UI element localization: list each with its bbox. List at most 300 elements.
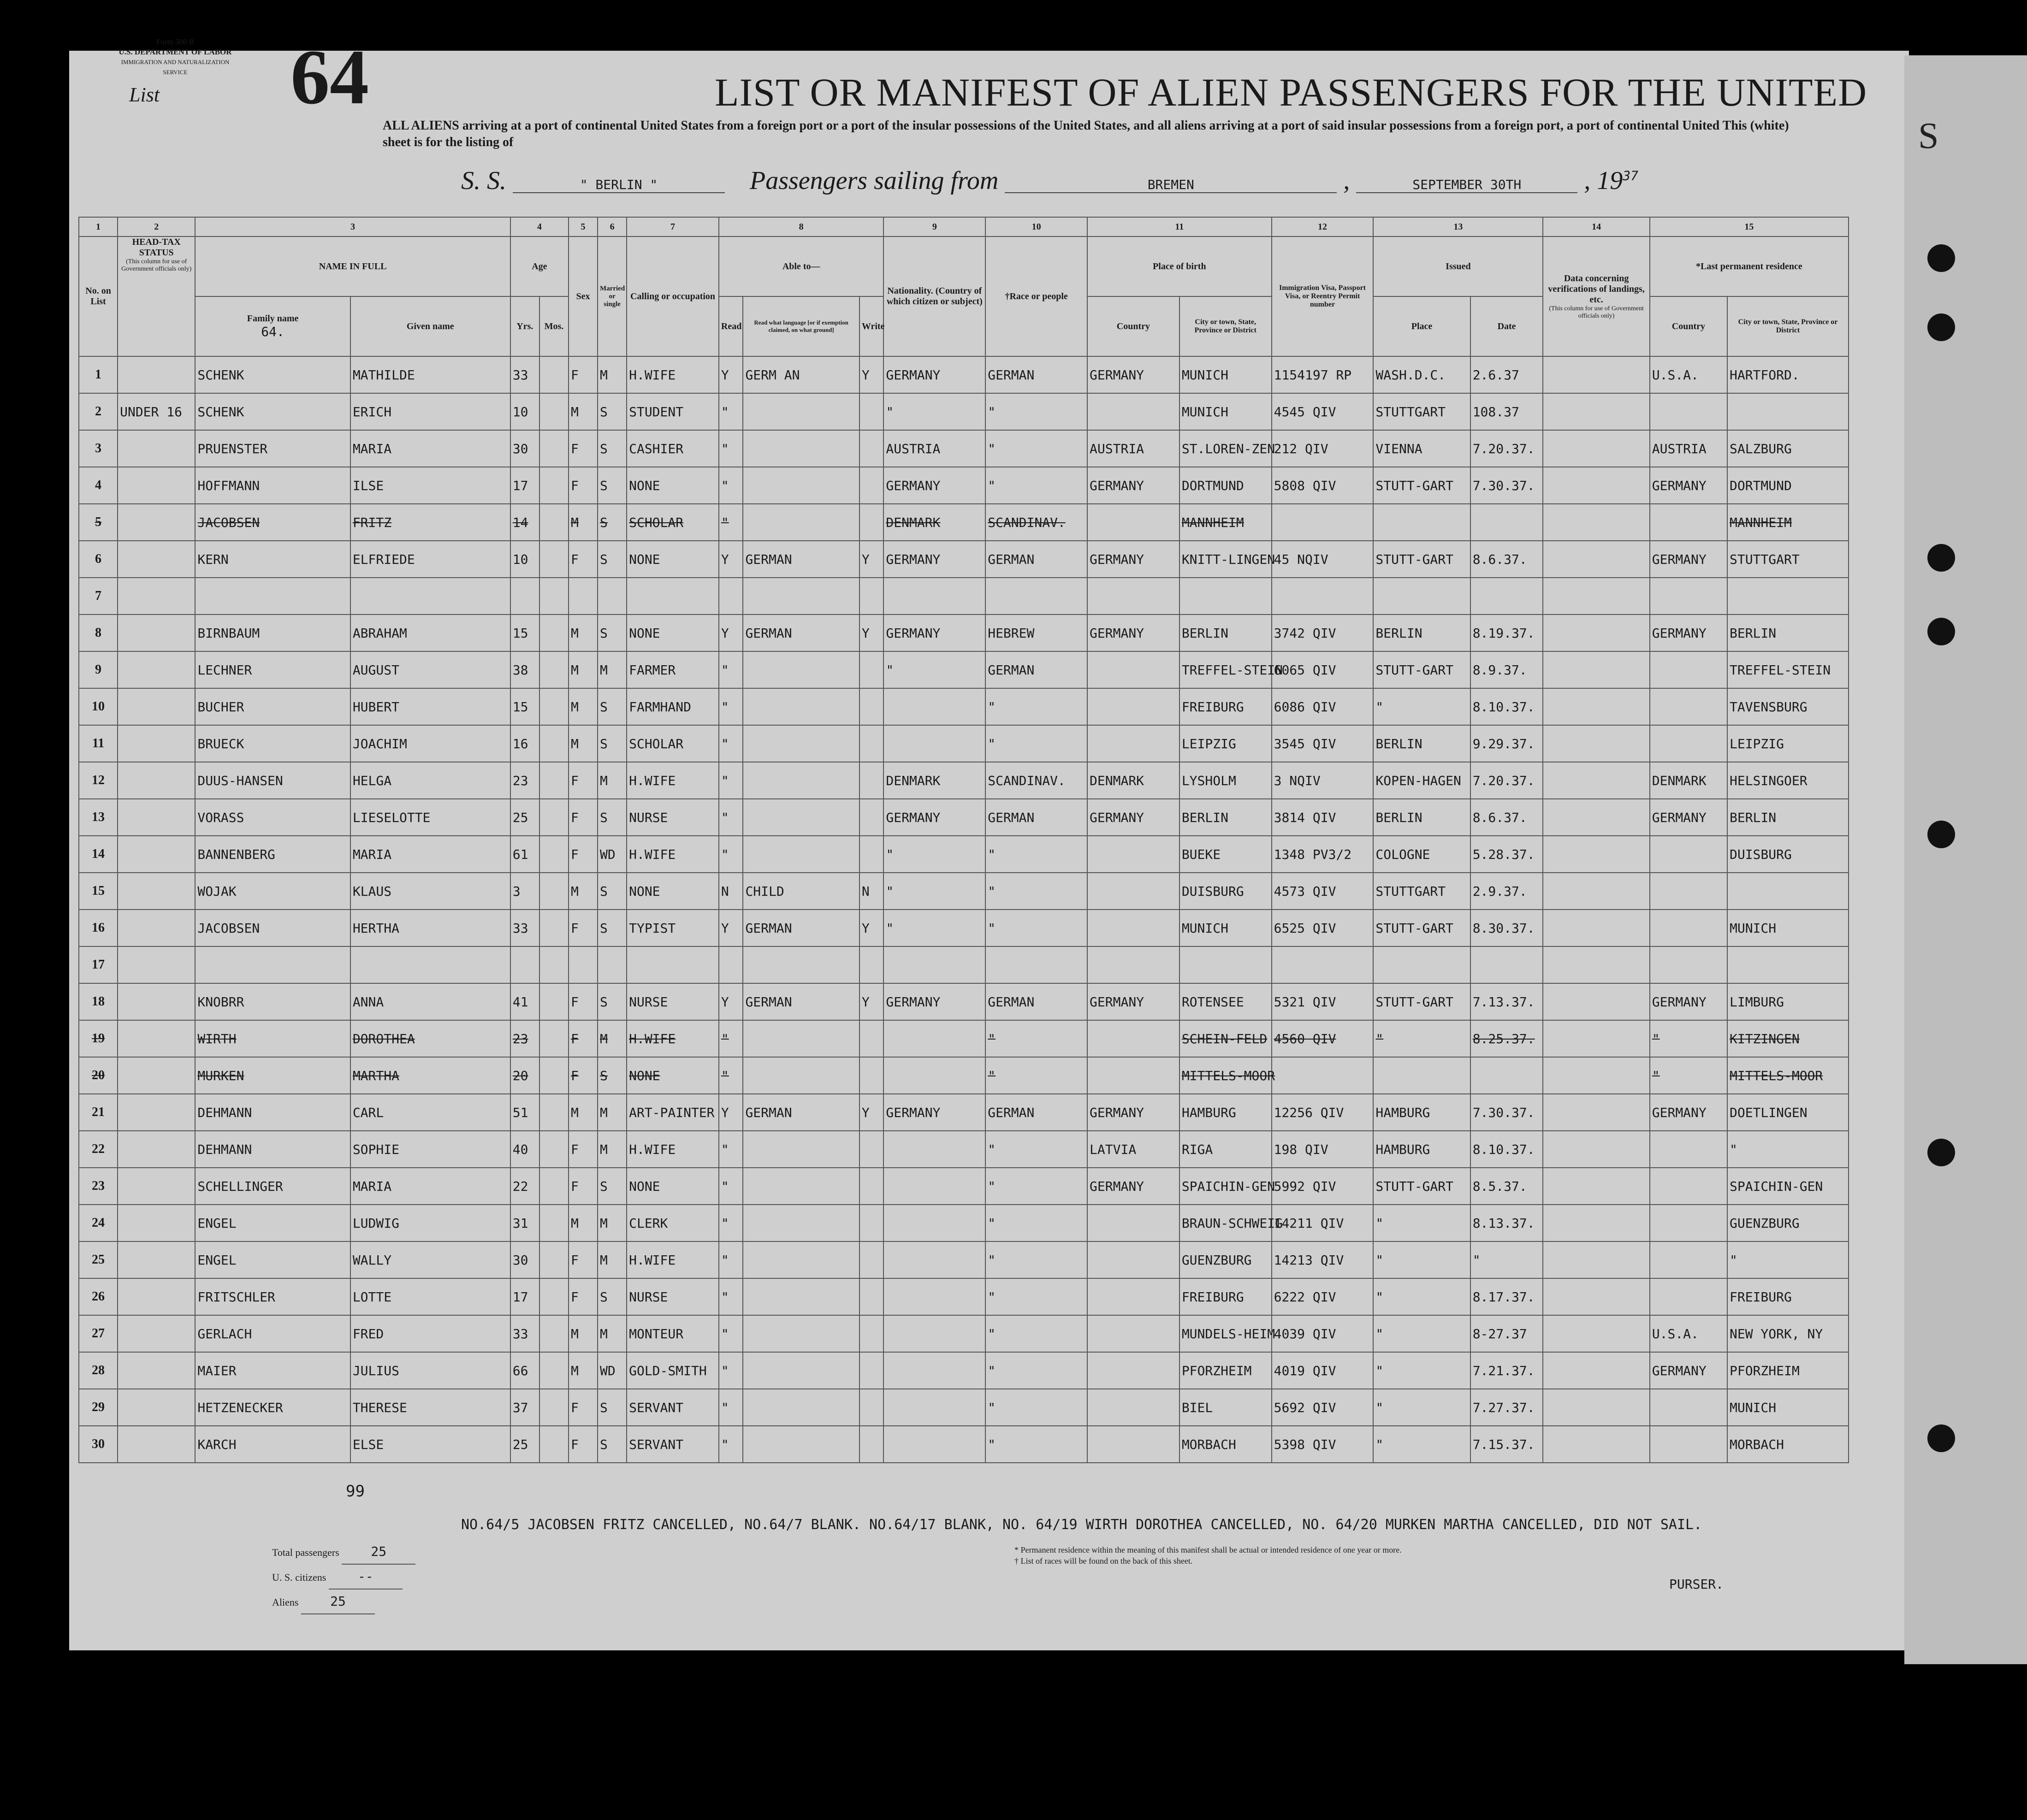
read-language xyxy=(743,578,859,615)
age-years: 10 xyxy=(510,541,539,578)
birth-country xyxy=(1087,1020,1179,1057)
can-write xyxy=(859,1241,884,1278)
residence-city: LEIPZIG xyxy=(1727,725,1849,762)
can-write: Y xyxy=(859,356,884,393)
col-family-name xyxy=(195,296,350,356)
given-name: HUBERT xyxy=(350,688,510,725)
age-months xyxy=(539,1205,569,1241)
colnum: 4 xyxy=(510,217,569,236)
landing-data xyxy=(1543,615,1649,651)
head-tax xyxy=(118,910,195,946)
row-number: 25 xyxy=(79,1241,118,1278)
passenger-row xyxy=(79,1020,1849,1057)
year-prefix: 19 xyxy=(1597,166,1623,195)
occupation: SERVANT xyxy=(627,1389,719,1426)
occupation: NONE xyxy=(627,1168,719,1205)
binder-hole xyxy=(1927,1424,1955,1452)
visa-number: 6086 QIV xyxy=(1272,688,1374,725)
issued-date: 7.27.37. xyxy=(1470,1389,1543,1426)
age-months xyxy=(539,1352,569,1389)
given-name: FRITZ xyxy=(350,504,510,541)
residence-city: BERLIN xyxy=(1727,799,1849,836)
issued-place: BERLIN xyxy=(1373,799,1470,836)
issued-date: 2.9.37. xyxy=(1470,873,1543,910)
landing-data xyxy=(1543,1278,1649,1315)
can-read xyxy=(719,578,743,615)
visa-number: 4573 QIV xyxy=(1272,873,1374,910)
head-tax xyxy=(118,1168,195,1205)
residence-country: GERMANY xyxy=(1650,541,1727,578)
colnum: 5 xyxy=(569,217,598,236)
col-calling: Calling or occupation xyxy=(627,236,719,356)
col-race: †Race or people xyxy=(985,236,1087,356)
can-write xyxy=(859,651,884,688)
given-name: MARIA xyxy=(350,1168,510,1205)
row-number: 5 xyxy=(79,504,118,541)
row-number: 27 xyxy=(79,1315,118,1352)
landing-data xyxy=(1543,578,1649,615)
residence-country xyxy=(1650,393,1727,430)
visa-number: 5992 QIV xyxy=(1272,1168,1374,1205)
residence-city: PFORZHEIM xyxy=(1727,1352,1849,1389)
col-name-in-full: NAME IN FULL xyxy=(195,236,510,296)
issued-date: 2.6.37 xyxy=(1470,356,1543,393)
age-years: 3 xyxy=(510,873,539,910)
age-months xyxy=(539,836,569,873)
read-language xyxy=(743,651,859,688)
residence-country: GERMANY xyxy=(1650,1094,1727,1131)
age-years: 66 xyxy=(510,1352,539,1389)
residence-country xyxy=(1650,1426,1727,1463)
passenger-row xyxy=(79,688,1849,725)
can-read: N xyxy=(719,873,743,910)
visa-number xyxy=(1272,1057,1374,1094)
passenger-row xyxy=(79,578,1849,615)
issued-date: 7.20.37. xyxy=(1470,762,1543,799)
race: " xyxy=(985,1131,1087,1168)
race: " xyxy=(985,836,1087,873)
head-tax xyxy=(118,504,195,541)
next-sheet-edge xyxy=(1904,55,2027,1664)
residence-city: DUISBURG xyxy=(1727,836,1849,873)
birth-city: SCHEIN-FELD xyxy=(1179,1020,1272,1057)
landing-data xyxy=(1543,725,1649,762)
given-name: JULIUS xyxy=(350,1352,510,1389)
can-read: " xyxy=(719,836,743,873)
residence-country: U.S.A. xyxy=(1650,1315,1727,1352)
landings-title: Data concerning verifications of landings, etc. xyxy=(1548,273,1645,305)
issued-date: 7.15.37. xyxy=(1470,1426,1543,1463)
given-name: ILSE xyxy=(350,467,510,504)
residence-city: MORBACH xyxy=(1727,1426,1849,1463)
read-language xyxy=(743,725,859,762)
given-name xyxy=(350,578,510,615)
family-name: MAIER xyxy=(195,1352,350,1389)
passenger-row xyxy=(79,430,1849,467)
family-name: BIRNBAUM xyxy=(195,615,350,651)
colnum: 1 xyxy=(79,217,118,236)
nationality: AUSTRIA xyxy=(883,430,985,467)
row-number: 7 xyxy=(79,578,118,615)
col-issued-place: Place xyxy=(1373,296,1470,356)
sex: M xyxy=(569,651,598,688)
nationality xyxy=(883,1057,985,1094)
sex: F xyxy=(569,762,598,799)
occupation: CASHIER xyxy=(627,430,719,467)
can-write: N xyxy=(859,873,884,910)
read-language xyxy=(743,1352,859,1389)
marital-status xyxy=(598,578,627,615)
family-name: DUUS-HANSEN xyxy=(195,762,350,799)
age-months xyxy=(539,1168,569,1205)
purser-label: PURSER. xyxy=(1669,1577,1724,1592)
colnum: 6 xyxy=(598,217,627,236)
family-name: DEHMANN xyxy=(195,1131,350,1168)
passenger-row xyxy=(79,910,1849,946)
can-write xyxy=(859,1315,884,1352)
birth-country: GERMANY xyxy=(1087,615,1179,651)
colnum: 3 xyxy=(195,217,510,236)
occupation: STUDENT xyxy=(627,393,719,430)
age-months xyxy=(539,1057,569,1094)
head-tax xyxy=(118,799,195,836)
sex xyxy=(569,946,598,983)
race: " xyxy=(985,393,1087,430)
can-write xyxy=(859,578,884,615)
can-read: " xyxy=(719,1057,743,1094)
visa-number: 6525 QIV xyxy=(1272,910,1374,946)
sex: F xyxy=(569,1389,598,1426)
nationality: " xyxy=(883,836,985,873)
can-write xyxy=(859,504,884,541)
issued-place: VIENNA xyxy=(1373,430,1470,467)
nationality: GERMANY xyxy=(883,467,985,504)
can-read: " xyxy=(719,725,743,762)
sex: M xyxy=(569,873,598,910)
age-months xyxy=(539,910,569,946)
race: " xyxy=(985,1389,1087,1426)
race: " xyxy=(985,1205,1087,1241)
race: GERMAN xyxy=(985,799,1087,836)
can-read: " xyxy=(719,1168,743,1205)
residence-city: DORTMUND xyxy=(1727,467,1849,504)
can-read: Y xyxy=(719,983,743,1020)
landings-note: (This column for use of Government officials only) xyxy=(1549,305,1644,319)
occupation: MONTEUR xyxy=(627,1315,719,1352)
landing-data xyxy=(1543,356,1649,393)
passenger-row xyxy=(79,873,1849,910)
birth-city: FREIBURG xyxy=(1179,1278,1272,1315)
occupation: H.WIFE xyxy=(627,762,719,799)
age-years: 23 xyxy=(510,1020,539,1057)
birth-city: BUEKE xyxy=(1179,836,1272,873)
landing-data xyxy=(1543,1205,1649,1241)
family-name: BRUECK xyxy=(195,725,350,762)
footnote-races: † List of races will be found on the back of this sheet. xyxy=(1014,1556,1193,1566)
family-name xyxy=(195,946,350,983)
head-tax xyxy=(118,1057,195,1094)
occupation: ART-PAINTER xyxy=(627,1094,719,1131)
next-sheet-title-fragment: S xyxy=(1918,116,1939,156)
age-years: 30 xyxy=(510,430,539,467)
occupation: NONE xyxy=(627,467,719,504)
residence-city: TAVENSBURG xyxy=(1727,688,1849,725)
visa-number: 3545 QIV xyxy=(1272,725,1374,762)
given-name: SOPHIE xyxy=(350,1131,510,1168)
aliens-value: 25 xyxy=(301,1590,375,1614)
age-years: 20 xyxy=(510,1057,539,1094)
ship-name: " BERLIN " xyxy=(513,177,725,193)
landing-data xyxy=(1543,1131,1649,1168)
landing-data xyxy=(1543,651,1649,688)
head-tax xyxy=(118,1205,195,1241)
visa-number: 12256 QIV xyxy=(1272,1094,1374,1131)
race: " xyxy=(985,873,1087,910)
landing-data xyxy=(1543,1315,1649,1352)
passenger-row xyxy=(79,799,1849,836)
head-tax: UNDER 16 xyxy=(118,393,195,430)
birth-country: DENMARK xyxy=(1087,762,1179,799)
residence-city: DOETLINGEN xyxy=(1727,1094,1849,1131)
age-years: 33 xyxy=(510,1315,539,1352)
age-months xyxy=(539,393,569,430)
row-number: 6 xyxy=(79,541,118,578)
family-name: LECHNER xyxy=(195,651,350,688)
age-months xyxy=(539,430,569,467)
can-write: Y xyxy=(859,910,884,946)
occupation: NONE xyxy=(627,873,719,910)
page-count: 99 xyxy=(346,1482,365,1501)
can-read: " xyxy=(719,1020,743,1057)
family-name: BUCHER xyxy=(195,688,350,725)
total-value: 25 xyxy=(342,1540,415,1565)
head-tax xyxy=(118,688,195,725)
residence-country xyxy=(1650,910,1727,946)
residence-country: " xyxy=(1650,1057,1727,1094)
birth-country xyxy=(1087,946,1179,983)
given-name: MATHILDE xyxy=(350,356,510,393)
binder-hole xyxy=(1927,1139,1955,1166)
can-write: Y xyxy=(859,615,884,651)
issued-date: 8.10.37. xyxy=(1470,688,1543,725)
sex: M xyxy=(569,615,598,651)
read-language: GERM AN xyxy=(743,356,859,393)
family-name: FRITSCHLER xyxy=(195,1278,350,1315)
marital-status: M xyxy=(598,1020,627,1057)
birth-city: SPAICHIN-GEN xyxy=(1179,1168,1272,1205)
ss-line: S. S. " BERLIN " Passengers sailing from BREMEN , SEPTEMBER 30TH , $19^{37}$ xyxy=(461,166,1638,195)
row-number: 22 xyxy=(79,1131,118,1168)
age-months xyxy=(539,1278,569,1315)
manifest-title: LIST OR MANIFEST OF ALIEN PASSENGERS FOR THE UNITED xyxy=(715,70,1867,114)
issued-place xyxy=(1373,1057,1470,1094)
can-read: " xyxy=(719,1389,743,1426)
age-months xyxy=(539,762,569,799)
age-years: 61 xyxy=(510,836,539,873)
read-language: GERMAN xyxy=(743,910,859,946)
residence-country: GERMANY xyxy=(1650,1352,1727,1389)
occupation: TYPIST xyxy=(627,910,719,946)
nationality: " xyxy=(883,651,985,688)
given-name: LIESELOTTE xyxy=(350,799,510,836)
read-language xyxy=(743,1278,859,1315)
issued-place: " xyxy=(1373,1389,1470,1426)
occupation: SCHOLAR xyxy=(627,725,719,762)
head-tax xyxy=(118,651,195,688)
issued-date: 108.37 xyxy=(1470,393,1543,430)
occupation: H.WIFE xyxy=(627,1241,719,1278)
family-name: HOFFMANN xyxy=(195,467,350,504)
issued-date: 8.17.37. xyxy=(1470,1278,1543,1315)
sailing-date: SEPTEMBER 30TH xyxy=(1356,177,1577,193)
issued-place: STUTT-GART xyxy=(1373,1168,1470,1205)
port: BREMEN xyxy=(1005,177,1337,193)
sex: F xyxy=(569,1241,598,1278)
year-suffix: 37 xyxy=(1623,168,1638,183)
issued-place: BERLIN xyxy=(1373,725,1470,762)
visa-number: 4545 QIV xyxy=(1272,393,1374,430)
visa-number: 4560 QIV xyxy=(1272,1020,1374,1057)
col-nationality: Nationality. (Country of which citizen or subject) xyxy=(883,236,985,356)
passenger-row xyxy=(79,504,1849,541)
binder-hole xyxy=(1927,618,1955,645)
sex: M xyxy=(569,393,598,430)
residence-city: NEW YORK, NY xyxy=(1727,1315,1849,1352)
residence-country xyxy=(1650,946,1727,983)
marital-status: S xyxy=(598,1057,627,1094)
passenger-row xyxy=(79,393,1849,430)
can-read: Y xyxy=(719,541,743,578)
residence-country: U.S.A. xyxy=(1650,356,1727,393)
occupation: H.WIFE xyxy=(627,836,719,873)
birth-city: MORBACH xyxy=(1179,1426,1272,1463)
issued-place: STUTTGART xyxy=(1373,873,1470,910)
passenger-row xyxy=(79,1205,1849,1241)
can-write xyxy=(859,1389,884,1426)
marital-status: WD xyxy=(598,1352,627,1389)
row-number: 3 xyxy=(79,430,118,467)
can-read: " xyxy=(719,688,743,725)
age-years: 14 xyxy=(510,504,539,541)
birth-country xyxy=(1087,1426,1179,1463)
read-language xyxy=(743,467,859,504)
sex: F xyxy=(569,1057,598,1094)
given-name: THERESE xyxy=(350,1389,510,1426)
passenger-row xyxy=(79,762,1849,799)
residence-country xyxy=(1650,1278,1727,1315)
age-months xyxy=(539,467,569,504)
race: SCANDINAV. xyxy=(985,504,1087,541)
race: GERMAN xyxy=(985,651,1087,688)
issued-date xyxy=(1470,946,1543,983)
age-years: 51 xyxy=(510,1094,539,1131)
birth-country: GERMANY xyxy=(1087,799,1179,836)
read-language xyxy=(743,762,859,799)
passenger-row xyxy=(79,1426,1849,1463)
visa-number xyxy=(1272,504,1374,541)
issued-date: 8.9.37. xyxy=(1470,651,1543,688)
read-language xyxy=(743,1241,859,1278)
can-read: " xyxy=(719,762,743,799)
birth-country xyxy=(1087,836,1179,873)
head-tax xyxy=(118,946,195,983)
nationality xyxy=(883,725,985,762)
landing-data xyxy=(1543,762,1649,799)
marital-status xyxy=(598,946,627,983)
age-months xyxy=(539,1315,569,1352)
landing-data xyxy=(1543,688,1649,725)
birth-city: MUNICH xyxy=(1179,910,1272,946)
family-name: JACOBSEN xyxy=(195,504,350,541)
visa-number: 3814 QIV xyxy=(1272,799,1374,836)
visa-number: 5692 QIV xyxy=(1272,1389,1374,1426)
residence-country xyxy=(1650,1131,1727,1168)
sex: F xyxy=(569,836,598,873)
sex: M xyxy=(569,688,598,725)
marital-status: S xyxy=(598,430,627,467)
age-years: 16 xyxy=(510,725,539,762)
binder-hole xyxy=(1927,313,1955,341)
race: " xyxy=(985,725,1087,762)
residence-country: GERMANY xyxy=(1650,467,1727,504)
totals-block xyxy=(272,1540,415,1614)
head-tax-note: (This column for use of Government officials only) xyxy=(121,258,192,272)
passenger-row xyxy=(79,725,1849,762)
birth-country xyxy=(1087,725,1179,762)
age-years: 38 xyxy=(510,651,539,688)
passenger-row xyxy=(79,1241,1849,1278)
nationality: GERMANY xyxy=(883,615,985,651)
can-write xyxy=(859,1278,884,1315)
family-name: BANNENBERG xyxy=(195,836,350,873)
residence-city: MANNHEIM xyxy=(1727,504,1849,541)
birth-country: GERMANY xyxy=(1087,356,1179,393)
passenger-row xyxy=(79,1278,1849,1315)
head-tax xyxy=(118,1278,195,1315)
row-number: 17 xyxy=(79,946,118,983)
age-years: 15 xyxy=(510,688,539,725)
issued-date: 8.10.37. xyxy=(1470,1131,1543,1168)
colnum: 15 xyxy=(1650,217,1849,236)
age-years: 37 xyxy=(510,1389,539,1426)
age-years: 33 xyxy=(510,356,539,393)
landing-data xyxy=(1543,1352,1649,1389)
age-months xyxy=(539,725,569,762)
age-years: 41 xyxy=(510,983,539,1020)
residence-city xyxy=(1727,873,1849,910)
birth-city: MUNDELS-HEIM xyxy=(1179,1315,1272,1352)
colnum: 14 xyxy=(1543,217,1649,236)
can-write xyxy=(859,1057,884,1094)
sex: F xyxy=(569,799,598,836)
passenger-row xyxy=(79,356,1849,393)
visa-number: 4019 QIV xyxy=(1272,1352,1374,1389)
birth-city: LYSHOLM xyxy=(1179,762,1272,799)
marital-status: S xyxy=(598,983,627,1020)
ss-label: S. S. xyxy=(461,166,506,195)
residence-country: GERMANY xyxy=(1650,983,1727,1020)
department: U.S. DEPARTMENT OF LABOR xyxy=(119,47,232,56)
issued-place: " xyxy=(1373,1020,1470,1057)
read-language xyxy=(743,836,859,873)
birth-country xyxy=(1087,393,1179,430)
col-last-residence: *Last permanent residence xyxy=(1650,236,1849,296)
landing-data xyxy=(1543,983,1649,1020)
given-name: ANNA xyxy=(350,983,510,1020)
residence-city: " xyxy=(1727,1131,1849,1168)
family-name: VORASS xyxy=(195,799,350,836)
age-months xyxy=(539,1131,569,1168)
